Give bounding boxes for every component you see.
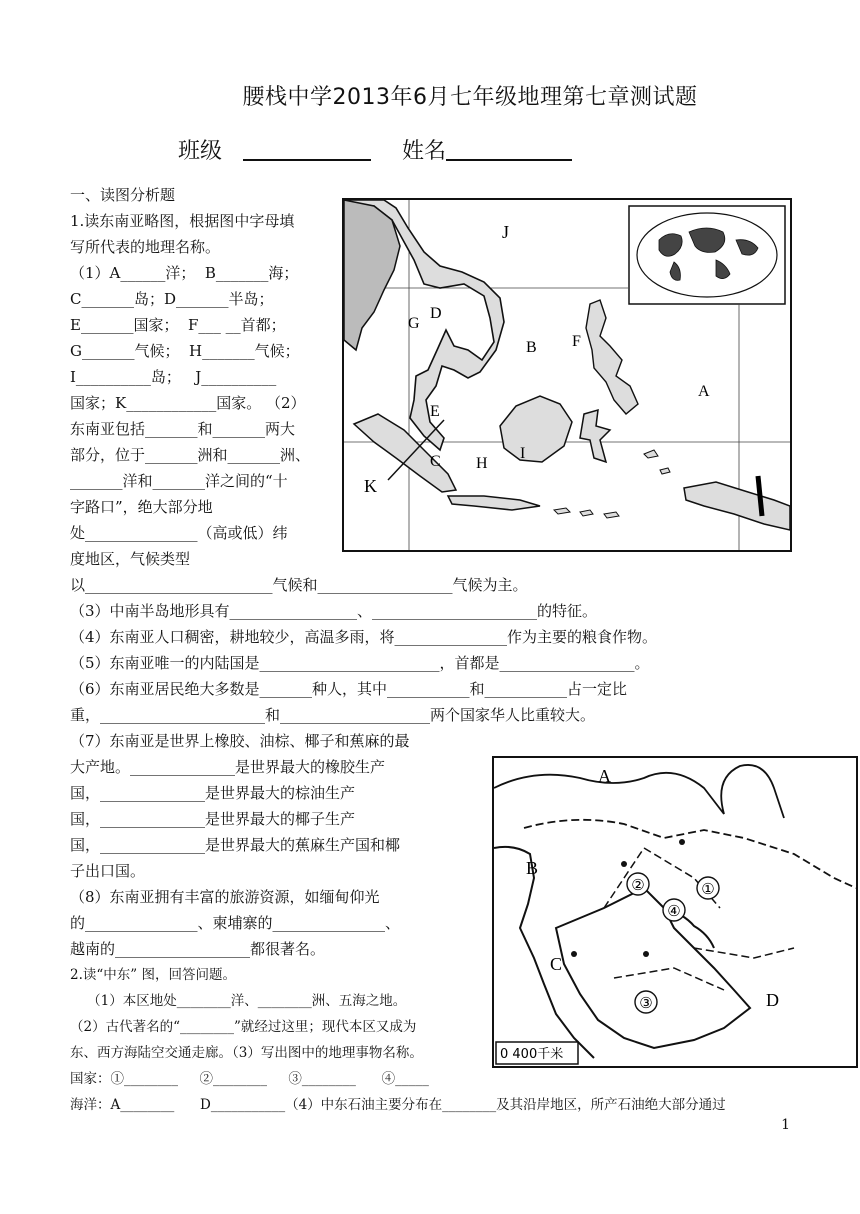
question-line: G_______气候； H_______气候； <box>70 342 300 360</box>
inset-globe-frame <box>629 206 785 304</box>
name-label: 姓名 <box>402 139 447 164</box>
question-line: 字路口”，绝大部分地 <box>70 498 213 516</box>
question-line: 越南的__________________都很著名。 <box>70 940 326 958</box>
page-title: 腰栈中学2013年6月七年级地理第七章测试题 <box>242 85 698 110</box>
label-circle-4: ④ <box>667 902 681 920</box>
section-heading: 一、读图分析题 <box>70 186 176 204</box>
borneo <box>500 396 572 462</box>
class-name-line <box>178 134 572 165</box>
label-circle-2: ② <box>631 876 645 894</box>
question-line: 重，______________________和____________________两个国家华人比重较大。 <box>70 706 596 724</box>
label-I: I <box>520 445 526 462</box>
question-line: 子出口国。 <box>70 862 146 880</box>
page-number: 1 <box>781 1117 790 1133</box>
question-line: 国，______________是世界最大的棕油生产 <box>70 784 356 802</box>
question-line: C_______岛；D_______半岛； <box>70 290 274 308</box>
label-C: C <box>550 954 563 974</box>
question-line: E_______国家； F___ __首都； <box>70 316 286 334</box>
myanmar-region <box>344 200 400 350</box>
question-line: （1）A______洋； B_______海； <box>70 264 299 282</box>
question-line: 国家；K____________国家。 （2） <box>70 394 306 412</box>
question-line: （4）东南亚人口稠密，耕地较少，高温多雨，将_______________作为主要的粮食作物。 <box>70 628 658 646</box>
class-label: 班级 <box>178 139 223 164</box>
label-F: F <box>572 333 581 350</box>
question-line: （7）东南亚是世界上橡胶、油棕、椰子和蕉麻的最 <box>70 732 410 750</box>
label-A: A <box>598 766 611 786</box>
question-line: （5）东南亚唯一的内陆国是________________________，首都是__________________。 <box>70 654 650 672</box>
class-blank[interactable] <box>243 159 371 161</box>
question-line: 写所代表的地理名称。 <box>70 238 221 256</box>
question-line: 处_______________（高或低）纬 <box>70 524 288 542</box>
label-A: A <box>698 383 710 400</box>
question-line: 2.读“中东” 图，回答问题。 <box>70 967 236 983</box>
label-J: J <box>502 222 510 242</box>
philippines <box>586 300 638 414</box>
label-D: D <box>430 305 442 322</box>
sulawesi <box>580 410 610 462</box>
label-circle-1: ① <box>701 880 715 898</box>
question-line: （8）东南亚拥有丰富的旅游资源，如缅甸仰光 <box>70 888 380 906</box>
label-K: K <box>364 476 377 496</box>
label-E: E <box>430 403 440 420</box>
question-line: （1）本区地处________洋、________洲、五海之地。 <box>70 993 407 1009</box>
label-B: B <box>526 858 539 878</box>
question-line: 国，______________是世界最大的椰子生产 <box>70 810 356 828</box>
middle-east-map-drawing <box>494 758 856 1066</box>
question-line: 1.读东南亚略图，根据图中字母填 <box>70 212 295 230</box>
label-G: G <box>408 315 420 332</box>
question-line: 大产地。______________是世界最大的橡胶生产 <box>70 758 386 776</box>
question-line: 国家：①________ ②________ ③________ ④_____ <box>70 1071 429 1087</box>
label-circle-3: ③ <box>639 994 653 1012</box>
label-B: B <box>526 339 537 356</box>
question-line: _______洋和_______洋之间的“十 <box>70 472 288 490</box>
map-scale: 0 400千米 <box>500 1047 564 1062</box>
question-line: 部分，位于_______洲和_______洲、 <box>70 446 311 464</box>
question-line: 国，______________是世界最大的蕉麻生产国和椰 <box>70 836 401 854</box>
question-line: （6）东南亚居民绝大多数是_______种人，其中___________和___________占一定比 <box>70 680 628 698</box>
name-blank[interactable] <box>446 159 572 161</box>
southeast-asia-map-drawing <box>344 200 790 550</box>
question-line: 度地区，气候类型 <box>70 550 191 568</box>
question-line: 东南亚包括_______和_______两大 <box>70 420 296 438</box>
question-line: 海洋：A________ D___________（4）中东石油主要分布在________及其沿岸地区，所产石油绝大部分通过 <box>70 1097 726 1113</box>
question-line: I__________岛； J__________ <box>70 368 277 386</box>
question-line: 以_________________________气候和__________________气候为主。 <box>70 576 528 594</box>
label-H: H <box>476 455 488 472</box>
question-line: （3）中南半岛地形具有_________________、______________________的特征。 <box>70 602 598 620</box>
question-line: 东、西方海陆空交通走廊。（3）写出图中的地理事物名称。 <box>70 1045 423 1061</box>
java <box>448 496 540 510</box>
question-line: （2）古代著名的“________”就经过这里；现代本区又成为 <box>70 1019 417 1035</box>
label-C: C <box>430 453 441 470</box>
question-line: 的_______________、柬埔寨的_______________、 <box>70 914 401 932</box>
new-guinea <box>684 482 790 530</box>
label-D: D <box>766 990 779 1010</box>
southeast-asia-map <box>342 198 792 552</box>
middle-east-map <box>492 756 858 1068</box>
